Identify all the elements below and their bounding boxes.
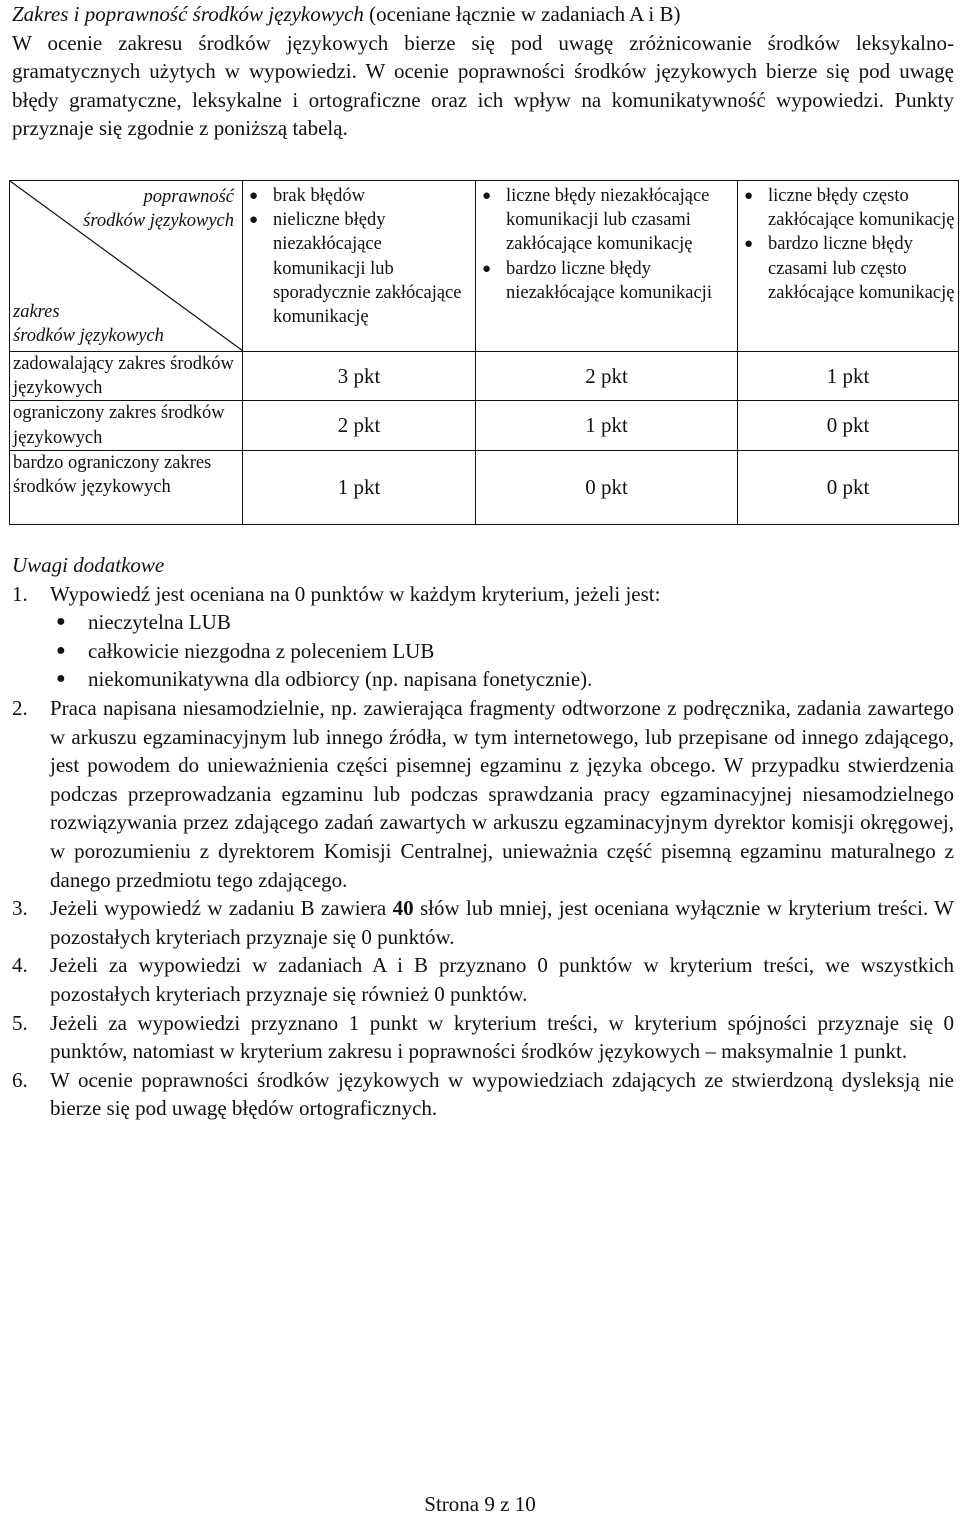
intro-lead (12, 0, 954, 29)
points-cell: 1 pkt (243, 450, 476, 524)
intro-body: W ocenie zakresu środków językowych bierze się pod uwagę zróżnicowanie środków leksykalno-gramatycznych użytych w wypowiedzi. W ocenie poprawności środków językowych bierze się pod uwagę błędy gramatyczne, leksykalne i ortograficzne oraz ich wpływ na komunikatywność wypowiedzi. Punkty przyznaje się zgodnie z poniższą tabelą. (12, 30, 954, 141)
section-title: Zakres i poprawność środków językowych (12, 2, 364, 26)
row-label: ograniczony zakres środków językowych (10, 401, 243, 450)
notes-heading: Uwagi dodatkowe (12, 553, 165, 577)
note-bullet: ● całkowicie niezgodna z poleceniem LUB (56, 638, 435, 663)
note-text: Praca napisana niesamodzielnie, np. zawierająca fragmenty odtworzone z podręcznika, zadania zawartego w arkuszu egzaminacyjnym lub innego źródła, w tym internetowego, lub przepisane od innego zdającego, jest powodem do unieważnienia części pisemnej egzaminu z języka obcego. W przypadku stwierdzenia podczas przeprowadzania egzaminu lub podczas sprawdzania pracy egzaminacyjnej niesamodzielnego rozwiązywania przez zdającego zadań zawartych w arkuszu egzaminacyjnym dyrektor komisji okręgowej, w porozumieniu z dyrektorem Komisji Centralnej, unieważnia część pisemną egzaminu maturalnego z danego przedmiotu tego zdającego. (50, 695, 954, 892)
page-number: Strona 9 z 10 (424, 1492, 536, 1516)
diagonal-header-cell (10, 181, 243, 352)
note-text: W ocenie poprawności środków językowych w wypowiedziach zdających ze stwierdzoną dysleksją nie bierze się pod uwagę błędów ortograficznych. (50, 1067, 954, 1121)
points-cell: 1 pkt (476, 401, 738, 450)
criteria-item: ● nieliczne błędy niezakłócające komunikacji lub sporadycznie zakłócające komunikację (249, 210, 462, 328)
table-row (10, 352, 959, 401)
points-cell: 2 pkt (476, 352, 738, 401)
note-text-post: słów lub mniej, jest oceniana wyłącznie w kryterium treści. W pozostałych kryteriach przyznaje się 0 punktów. (50, 896, 955, 949)
intro-paragraph (12, 0, 954, 143)
scoring-table (9, 180, 959, 525)
criteria-item: ● bardzo liczne błędy niezakłócające komunikacji (482, 258, 712, 303)
note-text-pre: Jeżeli wypowiedź w zadaniu B zawiera (50, 896, 393, 921)
criteria-item: ● liczne błędy często zakłócające komunikację (744, 186, 955, 231)
table-row (10, 401, 959, 450)
note-number: 4. (12, 953, 28, 978)
table-header-row (10, 181, 959, 352)
criteria-column-3 (738, 181, 959, 352)
points-cell: 0 pkt (738, 450, 959, 524)
intro-section (12, 0, 954, 143)
note-number: 3. (12, 896, 28, 921)
note-bullet: ● niekomunikatywna dla odbiorcy (np. napisana fonetycznie). (56, 667, 593, 692)
note-number: 2. (12, 695, 28, 720)
note-bullet: ● nieczytelna LUB (56, 610, 231, 635)
row-label: zadowalający zakres środków językowych (10, 352, 243, 401)
criteria-item: ● brak błędów (249, 186, 365, 206)
note-6 (12, 1066, 954, 1123)
note-text: Jeżeli za wypowiedzi przyznano 1 punkt w kryterium treści, w kryterium spójności przyznaje się 0 punktów, natomiast w kryterium zakresu i poprawności środków językowych – maksymalnie 1 punkt. (50, 1010, 954, 1064)
points-cell: 1 pkt (738, 352, 959, 401)
criteria-item: ● bardzo liczne błędy czasami lub często zakłócające komunikację (744, 234, 955, 303)
criteria-item: ● liczne błędy niezakłócające komunikacji lub czasami zakłócające komunikację (482, 186, 710, 255)
points-cell: 2 pkt (243, 401, 476, 450)
word-limit: 40 (392, 896, 414, 921)
note-2 (12, 694, 954, 894)
notes-section (12, 551, 954, 1123)
table-row (10, 450, 959, 524)
points-cell: 0 pkt (738, 401, 959, 450)
criteria-column-2 (476, 181, 738, 352)
note-number: 5. (12, 1010, 28, 1035)
note-text: Jeżeli za wypowiedzi w zadaniach A i B przyznano 0 punktów w kryterium treści, we wszystkich pozostałych kryteriach przyznaje się również 0 punktów. (50, 953, 954, 1006)
note-5 (12, 1009, 954, 1066)
section-title-note: (oceniane łącznie w zadaniach A i B) (369, 2, 681, 26)
diagonal-bottom-label: zakres środków językowych (13, 302, 164, 346)
note-text: Wypowiedź jest oceniana na 0 punktów w każdym kryterium, jeżeli jest: (50, 581, 661, 606)
note-number: 6. (12, 1067, 28, 1092)
note-1 (12, 580, 954, 609)
note-4 (12, 951, 954, 1008)
row-label: bardzo ograniczony zakres środków językowych (10, 450, 243, 524)
criteria-column-1 (243, 181, 476, 352)
diagonal-top-label: poprawność środków językowych (83, 187, 234, 231)
points-cell: 3 pkt (243, 352, 476, 401)
note-3 (12, 894, 954, 951)
note-number: 1. (12, 581, 28, 606)
points-cell: 0 pkt (476, 450, 738, 524)
